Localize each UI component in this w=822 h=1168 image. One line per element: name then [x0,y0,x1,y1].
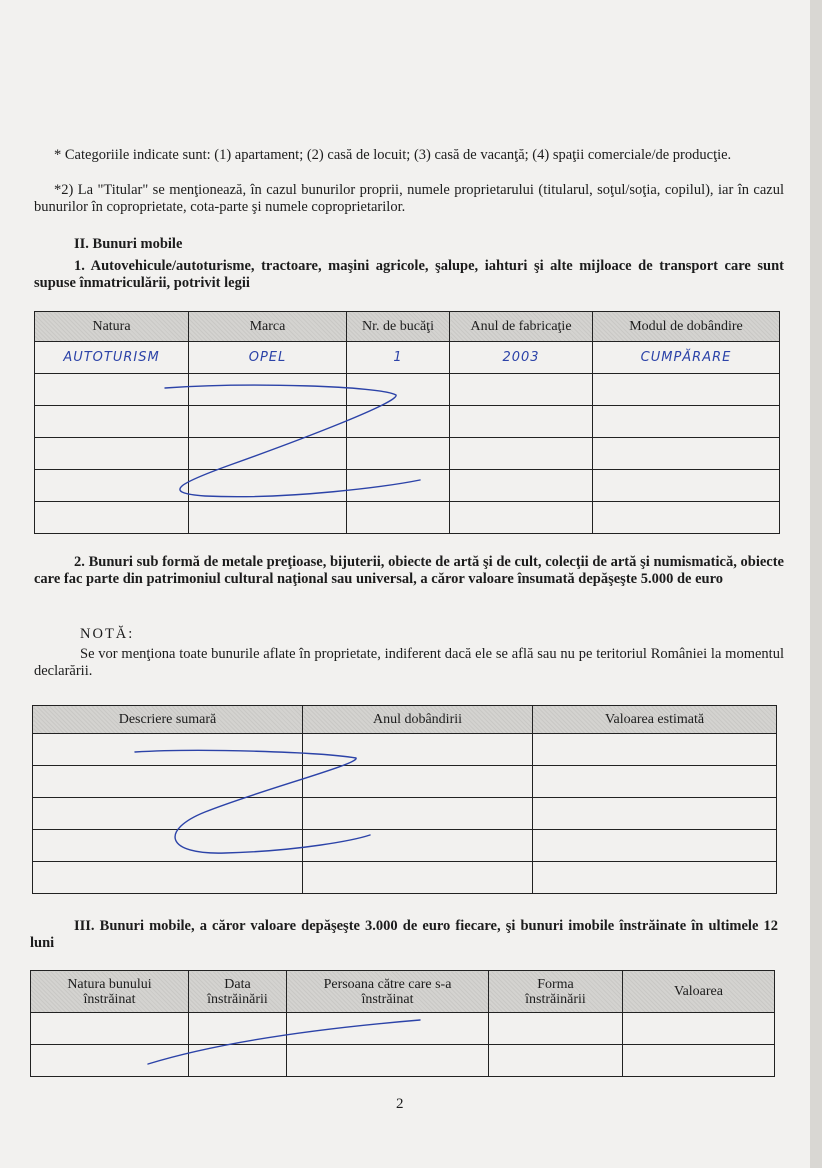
table-row [33,798,777,830]
section-2-subheading-2: 2. Bunuri sub formă de metale preţioase, bijuterii, obiecte de artă şi de cult, colecţii de artă şi numismatică, obiecte care fac parte din patrimoniul cultural naţional sau universal, a căror valoare însumată depăşeşte 5.000 de euro [34,554,784,587]
header-nr-bucati: Nr. de bucăţi [347,312,450,342]
vehicles-table [34,311,780,534]
header-data-instrainarii: Data înstrăinării [189,971,287,1013]
note-titular: *2) La "Titular" se menţionează, în cazul bunurilor proprii, numele proprietarului (titularul, soţul/soţia, copilul), iar în cazul bunurilor în coproprietate, cota-parte şi numele coproprietarilor. [34,182,784,215]
header-persoana: Persoana către care s-a înstrăinat [287,971,489,1013]
table-row [33,830,777,862]
header-natura-bunului: Natura bunului înstrăinat [31,971,189,1013]
scan-edge [810,0,822,1168]
table-row [33,862,777,894]
header-modul-dobandire: Modul de dobândire [593,312,780,342]
table-row [31,1045,775,1077]
table-header-row [31,971,775,1013]
section-2-heading: II. Bunuri mobile [74,236,183,252]
nota-text: Se vor menţiona toate bunurile aflate în proprietate, indiferent dacă ele se află sau nu pe teritoriul României la momentul declarării. [34,646,784,679]
cell-marca: OPEL [189,342,347,374]
cell-anul-fabricatie: 2003 [450,342,593,374]
header-descriere: Descriere sumară [33,706,303,734]
table-row [31,1013,775,1045]
alienated-assets-table [30,970,775,1077]
table-header-row [33,706,777,734]
section-3-heading: III. Bunuri mobile, a căror valoare depăşeşte 3.000 de euro fiecare, şi bunuri imobile înstrăinate în ultimele 12 luni [30,918,778,951]
header-anul-fabricatie: Anul de fabricaţie [450,312,593,342]
valuables-table [32,705,777,894]
table-row [35,502,780,534]
header-marca: Marca [189,312,347,342]
header-valoarea-estimata: Valoarea estimată [533,706,777,734]
table-row [33,734,777,766]
cell-nr-bucati: 1 [347,342,450,374]
section-2-subheading-1: 1. Autovehicule/autoturisme, tractoare, maşini agricole, şalupe, iahturi şi alte mijloace de transport care sunt supuse înmatriculării, potrivit legii [34,258,784,291]
table-row [35,406,780,438]
nota-label: NOTĂ: [80,626,135,642]
header-valoarea: Valoarea [623,971,775,1013]
page-number: 2 [396,1096,404,1112]
header-anul-dobandirii: Anul dobândirii [303,706,533,734]
note-categories: * Categoriile indicate sunt: (1) apartament; (2) casă de locuit; (3) casă de vacanţă; (4) spaţii comerciale/de producţie. [54,147,732,163]
table-row [35,470,780,502]
header-natura: Natura [35,312,189,342]
table-row [35,438,780,470]
table-row [33,766,777,798]
cell-natura: AUTOTURISM [35,342,189,374]
table-row [35,374,780,406]
table-row [35,342,780,374]
table-header-row [35,312,780,342]
header-forma-instrainarii: Forma înstrăinării [489,971,623,1013]
cell-modul-dobandire: CUMPĂRARE [593,342,780,374]
